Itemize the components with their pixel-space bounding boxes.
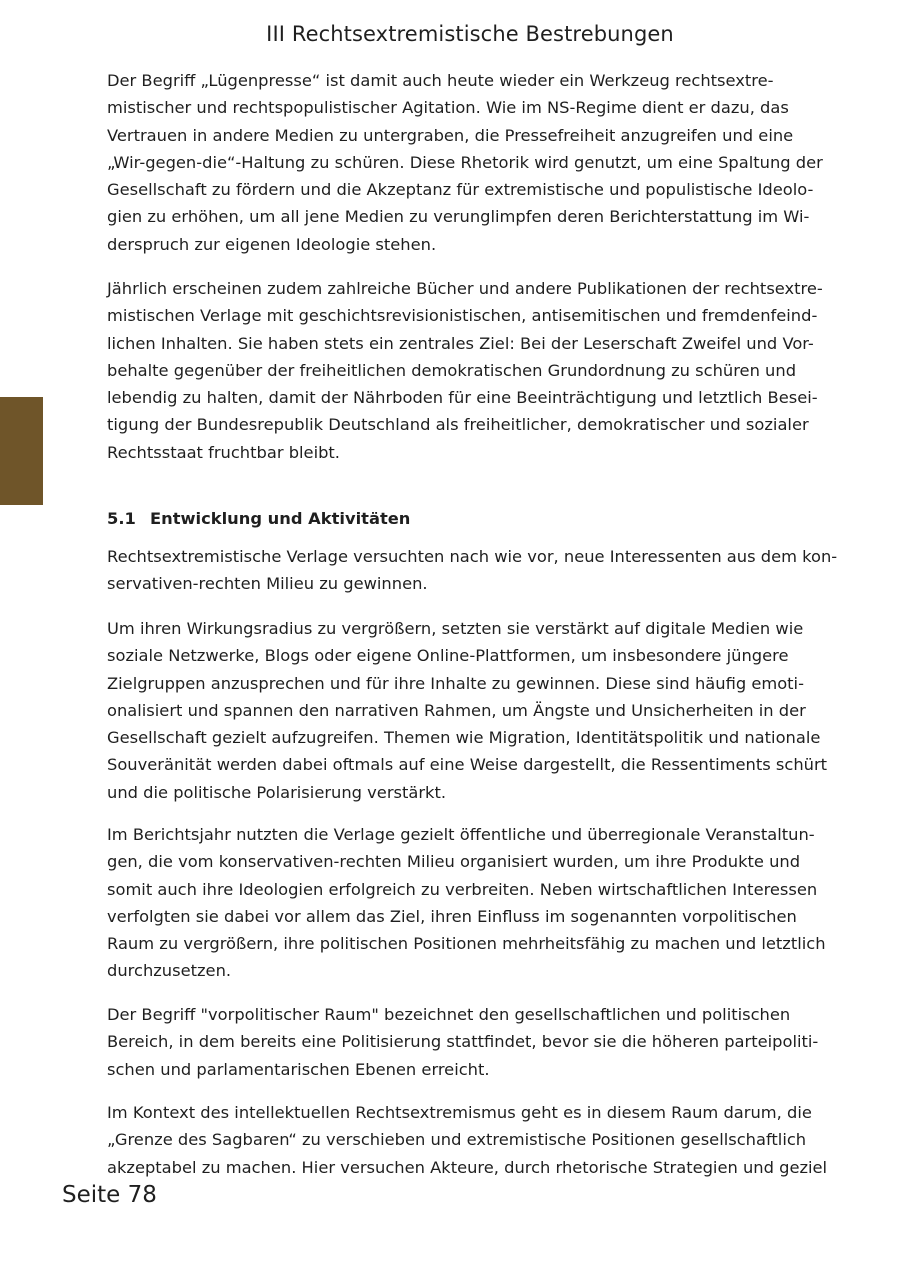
text-line: lichen Inhalten. Sie haben stets ein zentrales Ziel: Bei der Leserschaft Zweifel und Vor- — [107, 333, 814, 353]
text-line: Jährlich erscheinen zudem zahlreiche Bücher und andere Publikationen der rechtsextre- — [107, 279, 823, 298]
text-line: „Wir-gegen-die“-Haltung zu schüren. Diese Rhetorik wird genutzt, um eine Spaltung der — [107, 152, 823, 172]
text-line: „Grenze des Sagbaren“ zu verschieben und extremistische Positionen gesellschaftlich — [107, 1130, 807, 1150]
paragraph-wirkungsradius — [107, 615, 837, 806]
paragraph-berichtsjahr — [107, 821, 837, 985]
text-line: durchzusetzen. — [107, 961, 232, 981]
paragraph-luegenpresse — [107, 67, 837, 258]
text-line: somit auch ihre Ideologien erfolgreich zu verbreiten. Neben wirtschaftlichen Interessen — [107, 879, 818, 899]
text-line: akzeptabel zu machen. Hier versuchen Akteure, durch rhetorische Strategien und geziel — [107, 1157, 828, 1177]
page-header-title: III Rechtsextremistische Bestrebungen — [266, 22, 674, 46]
text-line: gien zu erhöhen, um all jene Medien zu verunglimpfen deren Berichterstattung im Wi- — [107, 207, 810, 227]
text-line: servativen-rechten Milieu zu gewinnen. — [107, 574, 428, 594]
paragraph-intellektueller-rechtsextremismus — [107, 1099, 837, 1181]
text-line: soziale Netzwerke, Blogs oder eigene Online-Plattformen, um insbesondere jüngere — [107, 646, 789, 666]
text-line: Gesellschaft gezielt aufzugreifen. Themen wie Migration, Identitätspolitik und nationale — [107, 728, 821, 748]
text-line: Souveränität werden dabei oftmals auf eine Weise dargestellt, die Ressentiments schürt — [107, 755, 828, 775]
text-line: Im Kontext des intellektuellen Rechtsextremismus geht es in diesem Raum darum, die — [107, 1103, 812, 1122]
paragraph-verlage-interessenten — [107, 543, 837, 598]
text-line: Rechtsextremistische Verlage versuchten nach wie vor, neue Interessenten aus dem kon- — [107, 547, 838, 566]
text-line: tigung der Bundesrepublik Deutschland als freiheitlicher, demokratischer und sozialer — [107, 415, 809, 435]
text-line: schen und parlamentarischen Ebenen erreicht. — [107, 1059, 490, 1079]
page-number: Seite 78 — [62, 1182, 157, 1208]
section-heading — [107, 505, 410, 532]
paragraph-publikationen — [107, 275, 837, 466]
paragraph-vorpolitischer-raum — [107, 1001, 837, 1083]
text-line: Bereich, in dem bereits eine Politisierung stattfindet, bevor sie die höheren parteipoliti- — [107, 1032, 819, 1052]
text-line: und die politische Polarisierung verstärkt. — [107, 782, 447, 802]
section-title: Entwicklung und Aktivitäten — [150, 509, 411, 528]
text-line: Um ihren Wirkungsradius zu vergrößern, setzten sie verstärkt auf digitale Medien wie — [107, 619, 804, 638]
text-line: mistischer und rechtspopulistischer Agitation. Wie im NS-Regime dient er dazu, das — [107, 98, 789, 118]
text-line: gen, die vom konservativen-rechten Milieu organisiert wurden, um ihre Produkte und — [107, 852, 801, 872]
text-line: Rechtsstaat fruchtbar bleibt. — [107, 442, 340, 462]
text-line: Der Begriff "vorpolitischer Raum" bezeichnet den gesellschaftlichen und politischen — [107, 1005, 791, 1024]
text-line: derspruch zur eigenen Ideologie stehen. — [107, 234, 437, 254]
text-line: mistischen Verlage mit geschichtsrevisionistischen, antisemitischen und fremdenfeind- — [107, 306, 818, 326]
text-line: Der Begriff „Lügenpresse“ ist damit auch heute wieder ein Werkzeug rechtsextre- — [107, 71, 774, 90]
text-line: Vertrauen in andere Medien zu untergraben, die Pressefreiheit anzugreifen und eine — [107, 125, 794, 145]
text-line: onalisiert und spannen den narrativen Rahmen, um Ängste und Unsicherheiten in der — [107, 700, 806, 720]
text-line: Zielgruppen anzusprechen und für ihre Inhalte zu gewinnen. Diese sind häufig emoti- — [107, 673, 804, 693]
text-line: behalte gegenüber der freiheitlichen demokratischen Grundordnung zu schüren und — [107, 360, 797, 380]
section-number: 5.1 — [107, 509, 136, 528]
text-line: lebendig zu halten, damit der Nährboden für eine Beeinträchtigung und letztlich Besei- — [107, 388, 818, 408]
text-line: Raum zu vergrößern, ihre politischen Positionen mehrheitsfähig zu machen und letztlich — [107, 934, 826, 954]
text-line: Gesellschaft zu fördern und die Akzeptanz für extremistische und populistische Ideolo- — [107, 180, 814, 200]
text-line: verfolgten sie dabei vor allem das Ziel, ihren Einfluss im sogenannten vorpolitischen — [107, 906, 797, 926]
chapter-side-marker — [0, 397, 43, 505]
text-line: Im Berichtsjahr nutzten die Verlage gezielt öffentliche und überregionale Veranstaltun- — [107, 825, 815, 844]
